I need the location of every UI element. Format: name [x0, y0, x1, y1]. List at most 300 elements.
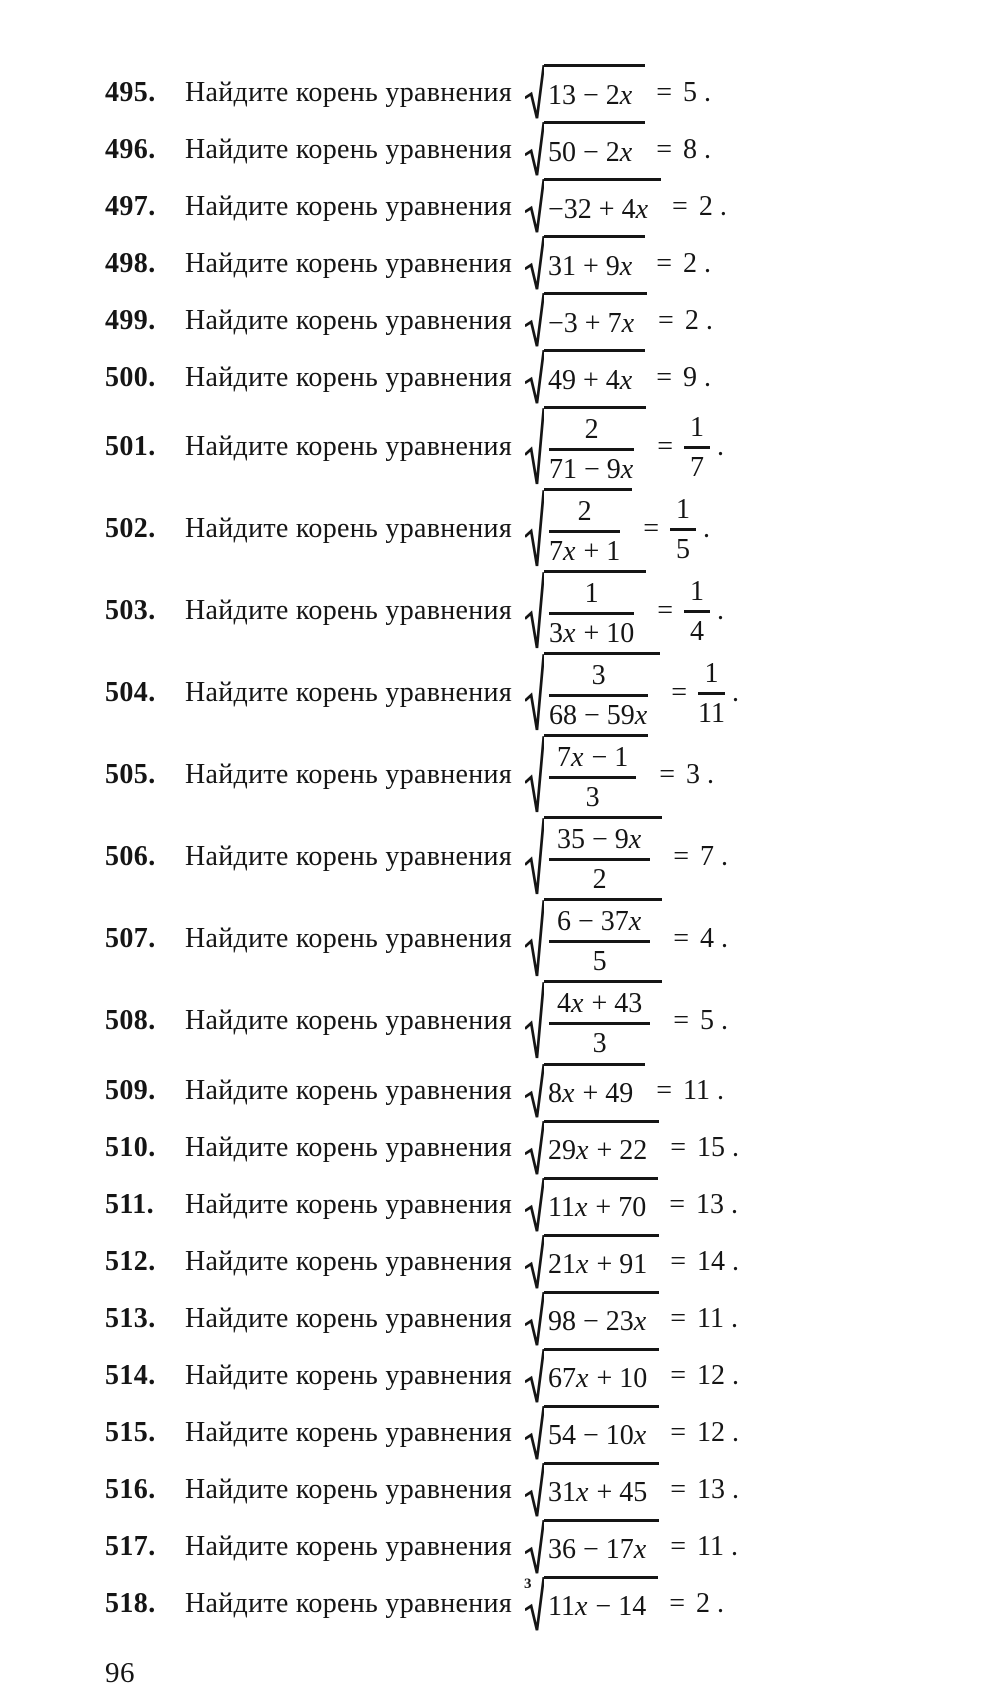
period: .: [717, 1588, 724, 1619]
rhs-value: 5: [700, 1005, 715, 1037]
root-index: 3: [524, 1575, 532, 1592]
period: .: [704, 76, 712, 108]
rhs-value: 2: [683, 247, 698, 279]
sqrt-expression: [525, 570, 646, 652]
sqrt-expression: [525, 898, 662, 980]
problem-instruction: Найдите корень уравнения: [185, 247, 512, 279]
rhs-value: [698, 657, 725, 730]
radical-icon: [525, 349, 544, 406]
radicand: [544, 980, 662, 1062]
radical-icon: [525, 121, 544, 178]
problem-number: 498.: [105, 247, 156, 279]
problem-row: [105, 121, 970, 178]
fraction-denominator: 3x + 10: [549, 618, 635, 650]
problem-instruction: Найдите корень уравнения: [185, 1189, 512, 1220]
radicand-content: [549, 823, 650, 896]
sqrt-expression: [525, 1120, 659, 1177]
problem-row: [105, 1234, 970, 1291]
radical-icon: [525, 734, 544, 816]
equals-sign: =: [656, 133, 673, 165]
period: .: [721, 923, 729, 955]
problem-instruction: Найдите корень уравнения: [185, 841, 512, 873]
fraction-numerator: 3: [549, 659, 648, 697]
radical-icon: [525, 898, 544, 980]
rhs-value: 13: [697, 1474, 726, 1505]
problem-instruction: Найдите корень уравнения: [185, 1588, 512, 1619]
fraction-numerator: 1: [549, 577, 634, 615]
radicand-content: 8x + 49: [548, 1078, 634, 1109]
variable-x: x: [571, 742, 584, 774]
equals-sign: =: [656, 247, 673, 279]
problem-number: 503.: [105, 595, 156, 627]
equation: [525, 64, 711, 121]
problem-row: [105, 64, 970, 121]
rhs-value: [670, 493, 696, 566]
radical-icon: [525, 1348, 544, 1405]
fraction-denominator: 3: [585, 782, 600, 814]
radicand-content: −3 + 7x: [548, 307, 635, 339]
equals-sign: =: [656, 1075, 673, 1106]
problem-instruction: Найдите корень уравнения: [185, 1417, 512, 1448]
period: .: [717, 595, 725, 627]
problem-row: [105, 1291, 970, 1348]
rhs-value: 12: [697, 1360, 726, 1391]
sqrt-expression: [525, 734, 648, 816]
problem-row: [105, 1063, 970, 1120]
equals-sign: =: [669, 1588, 685, 1619]
rhs-value: 3: [686, 759, 701, 791]
equals-sign: =: [657, 595, 674, 627]
radicand: [544, 816, 662, 898]
equation: [525, 1291, 738, 1348]
rhs-value: 4: [700, 923, 715, 955]
variable-x: x: [574, 1591, 588, 1622]
sqrt-expression: [525, 1462, 659, 1519]
fraction-denominator: 68 − 59x: [549, 700, 648, 732]
page-footer: [105, 1657, 970, 1690]
equation: [525, 1348, 739, 1405]
radicand: [544, 292, 647, 349]
fraction-numerator: 1: [684, 575, 710, 613]
radical-icon: [525, 178, 544, 235]
radical-icon: [525, 406, 544, 488]
radicand: [544, 1291, 659, 1348]
variable-x: x: [576, 1249, 589, 1280]
fraction-numerator: 2: [549, 495, 620, 533]
variable-x: x: [619, 250, 633, 282]
radicand: [544, 1177, 658, 1234]
equals-sign: =: [670, 1132, 687, 1163]
rhs-value: 15: [697, 1132, 726, 1163]
radical-icon: [525, 64, 544, 121]
variable-x: x: [576, 1135, 589, 1166]
equation: [525, 488, 710, 570]
problem-instruction: Найдите корень уравнения: [185, 1531, 512, 1562]
sqrt-expression: [525, 1576, 658, 1633]
radicand-content: 11x − 14: [548, 1591, 647, 1622]
equation: [525, 570, 724, 652]
radical-icon: [525, 488, 544, 570]
problem-instruction: Найдите корень уравнения: [185, 1005, 512, 1037]
fraction-numerator: 1: [684, 411, 710, 449]
radicand-content: 67x + 10: [548, 1363, 648, 1394]
sqrt-expression: [525, 1234, 659, 1291]
radicand: [544, 1234, 659, 1291]
problem-row: [105, 816, 970, 898]
problem-number: 512.: [105, 1246, 156, 1277]
radicand: [544, 406, 646, 488]
equals-sign: =: [673, 841, 690, 873]
equals-sign: =: [670, 1360, 687, 1391]
radicand-content: 50 − 2x: [548, 136, 633, 168]
rhs-value: 11: [697, 1303, 724, 1334]
equation: [525, 980, 728, 1062]
equation: [525, 1063, 724, 1120]
fraction-denominator: 3: [592, 1028, 607, 1060]
equals-sign: =: [670, 1417, 687, 1448]
problem-row: [105, 652, 970, 734]
problem-number: 495.: [105, 76, 156, 108]
equation: [525, 292, 713, 349]
equals-sign: =: [658, 304, 674, 336]
equals-sign: =: [673, 1005, 690, 1037]
equation: [525, 652, 739, 734]
problem-row: [105, 734, 970, 816]
radical-icon: [525, 1234, 544, 1291]
rhs-value: [684, 411, 710, 484]
problem-row: [105, 1405, 970, 1462]
fraction-numerator: 6 − 37x: [549, 905, 650, 943]
period: .: [707, 759, 715, 791]
equals-sign: =: [669, 1189, 685, 1220]
equation: [525, 349, 711, 406]
problem-number: 511.: [105, 1189, 155, 1220]
period: .: [717, 1075, 724, 1106]
variable-x: x: [574, 1192, 588, 1223]
period: .: [731, 1189, 738, 1220]
variable-x: x: [619, 364, 633, 396]
radical-icon: [525, 1519, 544, 1576]
sqrt-expression: [525, 349, 645, 406]
radicand: [544, 734, 648, 816]
problem-row: [105, 292, 970, 349]
problem-row: [105, 1519, 970, 1576]
period: .: [721, 841, 729, 873]
problem-number: 506.: [105, 841, 156, 873]
variable-x: x: [619, 136, 633, 168]
period: .: [704, 361, 712, 393]
fraction-denominator: 5: [592, 946, 607, 978]
equals-sign: =: [643, 513, 660, 545]
radicand: [544, 1462, 659, 1519]
problem-instruction: Найдите корень уравнения: [185, 923, 512, 955]
period: .: [704, 247, 712, 279]
sqrt-expression: [525, 1348, 659, 1405]
rhs-value: 14: [697, 1246, 726, 1277]
radical-icon: [525, 1291, 544, 1348]
problem-number: 514.: [105, 1360, 156, 1391]
equals-sign: =: [657, 431, 674, 463]
equation: [525, 1120, 739, 1177]
period: .: [732, 1132, 740, 1163]
radicand-content: [549, 905, 650, 978]
radicand-content: −32 + 4x: [548, 193, 649, 225]
problem-row: [105, 1462, 970, 1519]
radicand: [544, 349, 645, 406]
period: .: [721, 1005, 729, 1037]
problem-instruction: Найдите корень уравнения: [185, 1360, 512, 1391]
radicand: [544, 1519, 659, 1576]
radicand-content: [549, 577, 634, 650]
problem-row: [105, 235, 970, 292]
problem-number: 508.: [105, 1005, 156, 1037]
problem-row: [105, 1576, 970, 1633]
fraction-denominator: 7: [690, 451, 705, 483]
rhs-value: [684, 575, 710, 648]
problem-number: 518.: [105, 1588, 156, 1619]
fraction-numerator: 2: [549, 413, 634, 451]
equation: [525, 406, 724, 488]
equation: [525, 1177, 738, 1234]
page-number: 96: [105, 1656, 135, 1689]
fraction-numerator: 4x + 43: [549, 987, 650, 1025]
variable-x: x: [621, 307, 635, 339]
rhs-value: 13: [696, 1189, 724, 1220]
equals-sign: =: [656, 76, 673, 108]
radical-icon: [525, 292, 544, 349]
sqrt-expression: [525, 406, 646, 488]
problem-instruction: Найдите корень уравнения: [185, 1303, 512, 1334]
radicand-content: 31 + 9x: [548, 250, 633, 282]
equals-sign: =: [656, 361, 673, 393]
problem-instruction: Найдите корень уравнения: [185, 361, 512, 393]
radicand: [544, 1576, 658, 1633]
radicand-content: [549, 987, 650, 1060]
equation: [525, 1519, 738, 1576]
rhs-value: 12: [697, 1417, 726, 1448]
problem-row: [105, 570, 970, 652]
problem-instruction: Найдите корень уравнения: [185, 1246, 512, 1277]
equation: [525, 1234, 739, 1291]
radicand-content: 49 + 4x: [548, 364, 633, 396]
equation: [525, 1576, 724, 1633]
sqrt-expression: [525, 1405, 659, 1462]
period: .: [719, 190, 727, 222]
equals-sign: =: [671, 677, 688, 709]
equation: [525, 121, 711, 178]
problem-instruction: Найдите корень уравнения: [185, 1474, 512, 1505]
period: .: [731, 1531, 738, 1562]
radical-icon: [525, 816, 544, 898]
rhs-value: 2: [698, 190, 713, 222]
rhs-value: 11: [683, 1075, 710, 1106]
variable-x: x: [633, 1534, 647, 1565]
variable-x: x: [620, 454, 634, 486]
sqrt-expression: [525, 64, 645, 121]
radicand: [544, 1120, 659, 1177]
fraction-numerator: 1: [698, 657, 725, 695]
sqrt-expression: [525, 1177, 658, 1234]
rhs-value: 2: [696, 1588, 710, 1619]
radical-icon: [525, 1177, 544, 1234]
equals-sign: =: [659, 759, 676, 791]
problem-row: [105, 980, 970, 1062]
radical-icon: [525, 652, 544, 734]
problem-row: [105, 488, 970, 570]
equation: [525, 898, 728, 980]
problem-instruction: Найдите корень уравнения: [185, 677, 512, 709]
period: .: [732, 677, 739, 709]
fraction-denominator: 7x + 1: [549, 536, 621, 568]
radicand-content: [549, 413, 634, 486]
variable-x: x: [628, 906, 642, 938]
problem-row: [105, 406, 970, 488]
fraction-numerator: 35 − 9x: [549, 823, 650, 861]
radicand-content: 21x + 91: [548, 1249, 648, 1280]
equals-sign: =: [670, 1246, 687, 1277]
variable-x: x: [571, 988, 584, 1020]
problem-instruction: Найдите корень уравнения: [185, 1132, 512, 1163]
radicand-content: [549, 495, 620, 568]
variable-x: x: [628, 824, 642, 856]
variable-x: x: [576, 1363, 589, 1394]
problem-number: 507.: [105, 923, 156, 955]
rhs-value: 9: [683, 361, 698, 393]
radicand-content: [549, 659, 648, 732]
radicand-content: 36 − 17x: [548, 1534, 647, 1565]
sqrt-expression: [525, 488, 632, 570]
radicand: [544, 1063, 645, 1120]
radicand: [544, 1405, 659, 1462]
problem-row: [105, 1120, 970, 1177]
problem-instruction: Найдите корень уравнения: [185, 304, 512, 336]
period: .: [703, 513, 711, 545]
equals-sign: =: [670, 1531, 687, 1562]
problem-instruction: Найдите корень уравнения: [185, 513, 512, 545]
problem-number: 504.: [105, 677, 156, 709]
radicand-content: 31x + 45: [548, 1477, 648, 1508]
problem-number: 513.: [105, 1303, 156, 1334]
problem-instruction: Найдите корень уравнения: [185, 190, 512, 222]
radicand: [544, 898, 662, 980]
problem-instruction: Найдите корень уравнения: [185, 1075, 512, 1106]
problem-instruction: Найдите корень уравнения: [185, 759, 512, 791]
period: .: [731, 1303, 738, 1334]
problem-instruction: Найдите корень уравнения: [185, 76, 512, 108]
problem-list: [105, 64, 970, 1633]
equation: [525, 235, 711, 292]
radicand-content: 54 − 10x: [548, 1420, 647, 1451]
radical-icon: [525, 980, 544, 1062]
fraction-numerator: 1: [670, 493, 696, 531]
period: .: [705, 304, 713, 336]
equals-sign: =: [672, 190, 688, 222]
problem-number: 496.: [105, 133, 156, 165]
rhs-value: 8: [683, 133, 698, 165]
rhs-value: 7: [700, 841, 715, 873]
period: .: [704, 133, 712, 165]
sqrt-expression: [525, 121, 645, 178]
period: .: [732, 1474, 740, 1505]
problem-number: 500.: [105, 361, 156, 393]
sqrt-expression: [525, 980, 662, 1062]
problem-row: [105, 898, 970, 980]
problem-row: [105, 1348, 970, 1405]
period: .: [732, 1417, 740, 1448]
radicand: [544, 64, 645, 121]
sqrt-expression: [525, 1519, 659, 1576]
radicand: [544, 235, 645, 292]
radicand-content: 13 − 2x: [548, 79, 633, 111]
period: .: [717, 431, 725, 463]
radical-icon: [525, 1120, 544, 1177]
radicand-content: 98 − 23x: [548, 1306, 647, 1337]
problem-row: [105, 178, 970, 235]
problem-number: 497.: [105, 190, 156, 222]
radicand: [544, 121, 645, 178]
radical-icon: [525, 570, 544, 652]
variable-x: x: [619, 79, 633, 111]
sqrt-expression: [525, 652, 660, 734]
problem-number: 516.: [105, 1474, 156, 1505]
sqrt-expression: [525, 816, 662, 898]
equation: [525, 178, 727, 235]
rhs-value: 5: [683, 76, 698, 108]
fraction-denominator: 4: [690, 615, 705, 647]
variable-x: x: [633, 1306, 647, 1337]
sqrt-expression: [525, 1063, 645, 1120]
problem-number: 517.: [105, 1531, 156, 1562]
radicand: [544, 652, 660, 734]
problem-row: [105, 1177, 970, 1234]
rhs-value: 2: [684, 304, 699, 336]
radicand: [544, 488, 632, 570]
problem-instruction: Найдите корень уравнения: [185, 133, 512, 165]
problem-number: 509.: [105, 1075, 156, 1106]
radicand-content: 11x + 70: [548, 1192, 647, 1223]
variable-x: x: [634, 700, 648, 732]
problem-instruction: Найдите корень уравнения: [185, 595, 512, 627]
fraction-denominator: 5: [676, 533, 691, 565]
radical-icon: [525, 235, 544, 292]
variable-x: x: [635, 193, 649, 225]
rhs-value: 11: [697, 1531, 724, 1562]
problem-number: 502.: [105, 513, 156, 545]
equation: [525, 1462, 739, 1519]
problem-number: 505.: [105, 759, 156, 791]
fraction-denominator: 2: [592, 864, 607, 896]
radicand-content: [549, 741, 636, 814]
problem-instruction: Найдите корень уравнения: [185, 431, 512, 463]
problem-number: 510.: [105, 1132, 156, 1163]
fraction-numerator: 7x − 1: [549, 741, 636, 779]
period: .: [732, 1360, 740, 1391]
variable-x: x: [576, 1477, 589, 1508]
radicand: [544, 1348, 659, 1405]
radical-icon: [525, 1063, 544, 1120]
equation: [525, 734, 714, 816]
variable-x: x: [633, 1420, 647, 1451]
radical-icon: [525, 1405, 544, 1462]
sqrt-expression: [525, 292, 647, 349]
problem-number: 501.: [105, 431, 156, 463]
variable-x: x: [562, 1078, 575, 1109]
radicand-content: 29x + 22: [548, 1135, 648, 1166]
sqrt-expression: [525, 178, 661, 235]
equals-sign: =: [673, 923, 690, 955]
variable-x: x: [563, 536, 576, 568]
problem-number: 515.: [105, 1417, 156, 1448]
